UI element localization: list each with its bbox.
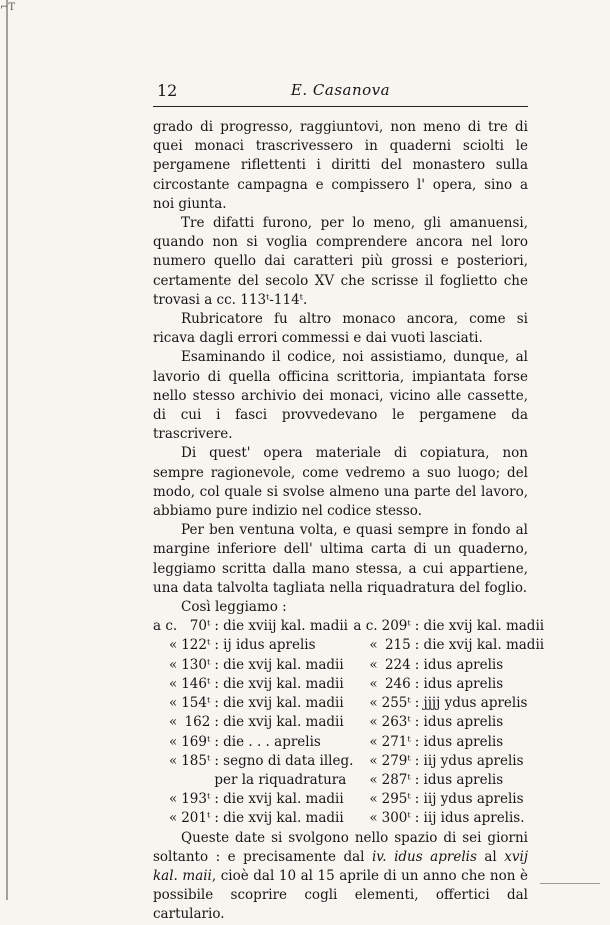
left-date: : ij idus aprelis bbox=[214, 637, 316, 654]
right-date: : idus aprelis bbox=[414, 771, 504, 788]
right-folio: 209ᵗ bbox=[381, 618, 411, 635]
right-date: : idus aprelis bbox=[414, 714, 504, 731]
left-date: : die xvij kal. madii bbox=[214, 791, 344, 808]
paragraph: grado di progresso, raggiuntovi, non meno di tre di quei monaci trascrivessero in quaderni sciolti le pergamene riflettenti i diritti del monastero sulla circostante campagna e compissero l' opera, sino a noi giunta. bbox=[153, 119, 528, 212]
left-folio: 162 bbox=[184, 714, 211, 731]
date-row bbox=[153, 694, 544, 713]
date-row bbox=[153, 752, 544, 771]
left-folio: 185ᵗ bbox=[181, 752, 211, 769]
page-number: 12 bbox=[157, 81, 178, 100]
left-prefix: « bbox=[168, 637, 178, 654]
right-folio: 215 bbox=[384, 637, 411, 654]
right-folio: 287ᵗ bbox=[381, 771, 411, 788]
right-date: : iij ydus aprelis bbox=[414, 752, 524, 769]
right-date: : idus aprelis bbox=[414, 675, 504, 692]
date-row bbox=[153, 713, 544, 732]
paragraph: Esaminando il codice, noi assistiamo, dunque, al lavorio di quella officina scrittoria, impiantata forse nello stesso archivio dei monaci, vicino alle cassette, di cui i fasci provvedevano le pergamene da trascrivere. bbox=[153, 349, 528, 443]
final-text-3: , cioè dal 10 al 15 aprile di un anno che non è possibile scoprire cogli elementi, offertici dal cartulario. bbox=[153, 867, 528, 923]
left-date: : die xvij kal. madii bbox=[214, 656, 344, 673]
page-header bbox=[153, 81, 528, 107]
running-title: E. Casanova bbox=[290, 81, 391, 99]
left-prefix: « bbox=[168, 656, 178, 673]
right-prefix: « bbox=[369, 714, 378, 731]
date-row bbox=[153, 733, 544, 752]
date-table bbox=[153, 617, 544, 828]
left-date: : die xvij kal. madii bbox=[214, 695, 344, 712]
left-folio: 154ᵗ bbox=[181, 695, 211, 712]
right-prefix: « bbox=[369, 791, 378, 808]
scan-edge bbox=[6, 0, 8, 900]
final-text-2: al bbox=[476, 848, 505, 865]
paragraph: Per ben ventuna volta, e quasi sempre in fondo al margine inferiore dell' ultima carta di un quaderno, leggiamo scritta dalla mano stessa, a cui appartiene, una data talvolta tagliata nella riquadratura del foglio. bbox=[153, 522, 528, 596]
left-folio: 122ᵗ bbox=[181, 637, 211, 654]
left-folio: 146ᵗ bbox=[181, 675, 211, 692]
right-folio: 300ᵗ bbox=[381, 810, 411, 827]
final-italic-1: iv. idus aprelis bbox=[371, 848, 477, 865]
final-italic-2: xvij kal. maii bbox=[153, 848, 529, 884]
left-prefix: « bbox=[168, 810, 178, 827]
left-prefix: « bbox=[168, 733, 178, 750]
left-date: : die xvij kal. madii bbox=[214, 675, 344, 692]
date-row bbox=[153, 809, 544, 828]
left-date: : segno di data illeg. bbox=[214, 752, 354, 769]
date-row bbox=[153, 675, 544, 694]
right-date: : jjjj ydus aprelis bbox=[414, 695, 528, 712]
scan-mark: ⌐T bbox=[0, 2, 16, 13]
right-folio: 255ᵗ bbox=[381, 695, 411, 712]
right-folio: 279ᵗ bbox=[381, 752, 411, 769]
right-date: : die xvij kal. madii bbox=[414, 618, 545, 635]
left-prefix: « bbox=[168, 752, 178, 769]
left-date: : die xvij kal. madii bbox=[214, 714, 344, 731]
paragraph: Di quest' opera materiale di copiatura, non sempre ragionevole, come vedremo a suo luogo; del modo, col quale si svolse almeno una parte del lavoro, abbiamo pure indizio nel codice stesso. bbox=[153, 445, 528, 520]
final-paragraph bbox=[153, 829, 528, 925]
right-folio: 295ᵗ bbox=[381, 791, 411, 808]
left-folio: 130ᵗ bbox=[181, 656, 211, 673]
right-prefix: « bbox=[369, 656, 378, 673]
left-folio: 201ᵗ bbox=[181, 810, 211, 827]
right-date: : idus aprelis bbox=[414, 733, 504, 750]
left-date: : die xvij kal. madii bbox=[214, 810, 344, 827]
right-date: : iij ydus aprelis bbox=[414, 791, 524, 808]
right-date: : iij idus aprelis. bbox=[414, 810, 525, 827]
paragraph: Rubricatore fu altro monaco ancora, come si ricava dagli errori commessi e dai vuoti lasciati. bbox=[153, 311, 528, 347]
left-folio bbox=[181, 771, 210, 790]
right-prefix: « bbox=[369, 810, 378, 827]
right-prefix: « bbox=[369, 637, 378, 654]
scan-bottom-line bbox=[540, 883, 600, 884]
right-prefix: « bbox=[369, 675, 378, 692]
left-prefix: « bbox=[168, 695, 178, 712]
left-folio: 70ᵗ bbox=[189, 618, 211, 635]
final-text-1: Queste date si svolgono nello spazio di sei giorni soltanto : e precisamente dal bbox=[153, 829, 528, 865]
header-rule bbox=[153, 106, 528, 107]
right-prefix: « bbox=[369, 752, 378, 769]
right-prefix: « bbox=[369, 733, 378, 750]
list-intro: Così leggiamo : bbox=[181, 599, 287, 616]
right-date: : die xvij kal. madii bbox=[414, 637, 545, 654]
right-folio: 271ᵗ bbox=[381, 733, 411, 750]
date-row bbox=[153, 636, 544, 655]
right-folio: 263ᵗ bbox=[381, 714, 411, 731]
left-date: per la riquadratura bbox=[214, 771, 347, 788]
date-row bbox=[153, 617, 544, 636]
left-prefix: « bbox=[168, 714, 178, 731]
left-prefix: « bbox=[168, 791, 178, 808]
right-folio: 246 bbox=[384, 675, 411, 692]
body-text bbox=[153, 118, 545, 925]
right-prefix: « bbox=[369, 771, 378, 788]
date-row bbox=[153, 771, 544, 790]
paragraph: Tre difatti furono, per lo meno, gli amanuensi, quando non si voglia comprendere ancora nel loro numero quello dai caratteri più grossi e posteriori, certamente del secolo XV che scrisse il foglietto che trovasi a cc. 113ᵗ-114ᵗ. bbox=[153, 215, 528, 308]
left-folio: 193ᵗ bbox=[181, 791, 211, 808]
date-row bbox=[153, 656, 544, 675]
date-row bbox=[153, 790, 544, 809]
left-prefix: « bbox=[168, 675, 178, 692]
left-date: : die xviij kal. madii bbox=[214, 618, 349, 635]
right-prefix: a c. bbox=[353, 618, 378, 635]
left-prefix: a c. bbox=[153, 618, 178, 635]
right-folio: 224 bbox=[384, 656, 411, 673]
left-prefix bbox=[153, 771, 181, 790]
left-folio: 169ᵗ bbox=[181, 733, 211, 750]
right-date: : idus aprelis bbox=[414, 656, 504, 673]
left-date: : die . . . aprelis bbox=[214, 733, 321, 750]
right-prefix: « bbox=[369, 695, 378, 712]
